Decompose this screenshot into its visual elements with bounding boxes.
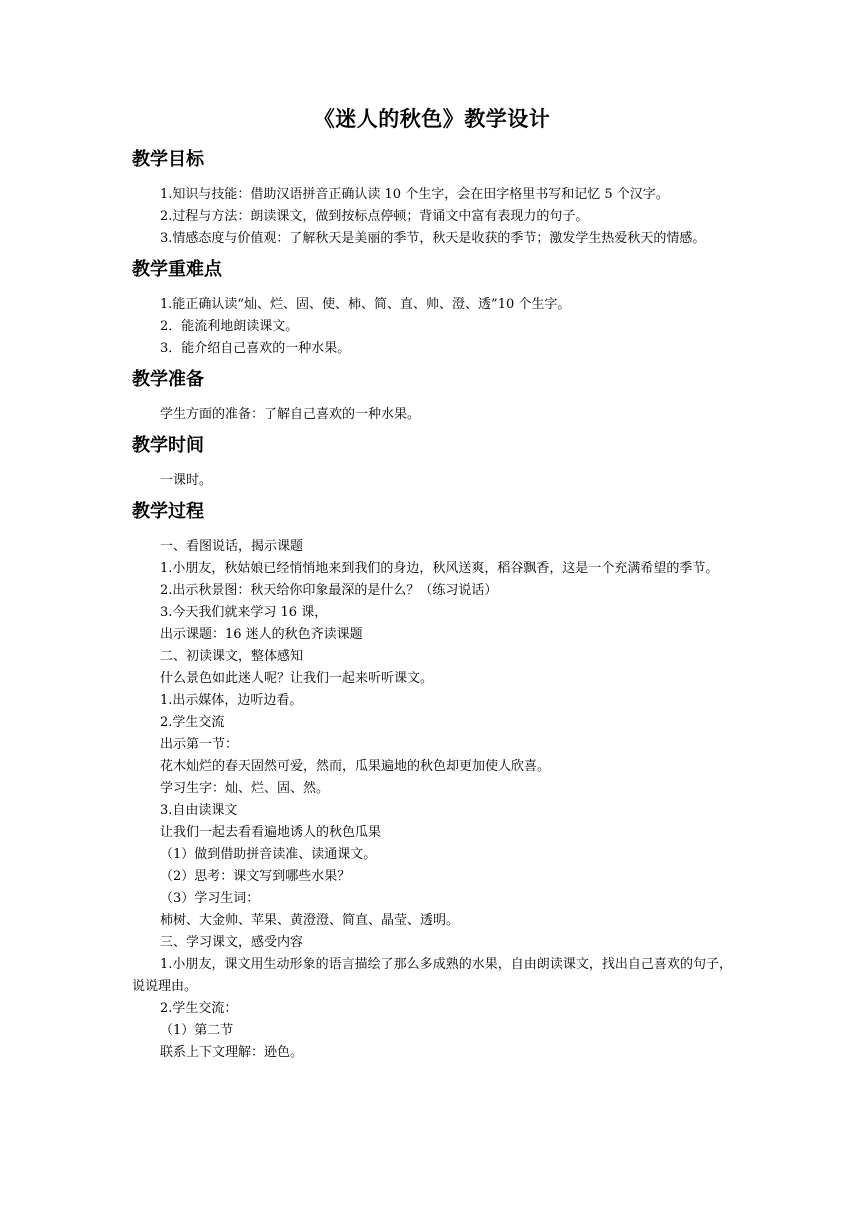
paragraph: 出示第一节： [160, 737, 239, 752]
paragraph: 1.知识与技能：借助汉语拼音正确认读 10 个生字，会在田字格里书写和记忆 5 个汉字。 [160, 187, 669, 202]
paragraph: 学习生字：灿、烂、固、然。 [160, 781, 330, 796]
section-1 [132, 148, 732, 250]
paragraph: 2.学生交流 [160, 715, 225, 730]
paragraph: 联系上下文理解：逊色。 [160, 1045, 304, 1060]
paragraph: 2．能流利地朗读课文。 [160, 319, 299, 334]
paragraph: 3.情感态度与价值观：了解秋天是美丽的季节，秋天是收获的季节；激发学生热爱秋天的情感。 [160, 231, 706, 246]
section-heading: 教学过程 [132, 501, 204, 522]
paragraph: 2.过程与方法：朗读课文，做到按标点停顿；背诵文中富有表现力的句子。 [160, 209, 589, 224]
section-heading: 教学时间 [132, 435, 204, 456]
section-heading: 教学重难点 [132, 259, 222, 280]
paragraph: 1.小朋友，课文用生动形象的语言描绘了那么多成熟的水果，自由朗读课文，找出自己喜欢的句子，说说理由。 [132, 957, 732, 994]
paragraph: 学生方面的准备：了解自己喜欢的一种水果。 [160, 407, 421, 422]
document-page [132, 104, 732, 1072]
section-3 [132, 368, 732, 426]
paragraph: 什么景色如此迷人呢？让我们一起来听听课文。 [160, 671, 434, 686]
document-title: 《迷人的秋色》教学设计 [313, 107, 551, 131]
paragraph: 3.今天我们就来学习 16 课， [160, 605, 328, 620]
paragraph: （3）学习生词： [160, 891, 260, 906]
paragraph: 一、看图说话，揭示课题 [160, 539, 304, 554]
paragraph: （1）第二节 [160, 1023, 234, 1038]
paragraph: （2）思考：课文写到哪些水果？ [160, 869, 351, 884]
section-heading: 教学目标 [132, 149, 204, 170]
section-4 [132, 434, 732, 492]
paragraph: 2.学生交流： [160, 1001, 238, 1016]
section-5 [132, 500, 732, 1064]
paragraph: 柿树、大金帅、苹果、黄澄澄、简直、晶莹、透明。 [160, 913, 460, 928]
section-heading: 教学准备 [132, 369, 204, 390]
paragraph: 1.出示媒体，边听边看。 [160, 693, 303, 708]
paragraph: 1.能正确认读“灿、烂、固、使、柿、简、直、帅、澄、透”10 个生字。 [160, 297, 571, 312]
paragraph: 让我们一起去看看遍地诱人的秋色瓜果 [160, 825, 382, 840]
paragraph: 3.自由读课文 [160, 803, 238, 818]
paragraph: 花木灿烂的春天固然可爱，然而，瓜果遍地的秋色却更加使人欣喜。 [160, 759, 551, 774]
document-body [132, 148, 732, 1064]
paragraph: 2.出示秋景图：秋天给你印象最深的是什么？（练习说话） [160, 583, 498, 598]
paragraph: （1）做到借助拼音读准、读通课文。 [160, 847, 377, 862]
paragraph: 一课时。 [160, 473, 213, 488]
paragraph: 1.小朋友，秋姑娘已经悄悄地来到我们的身边，秋风送爽，稻谷飘香，这是一个充满希望的季节。 [160, 561, 719, 576]
section-2 [132, 258, 732, 360]
paragraph: 二、初读课文，整体感知 [160, 649, 304, 664]
paragraph: 三、学习课文，感受内容 [160, 935, 304, 950]
paragraph: 3．能介绍自己喜欢的一种水果。 [160, 341, 351, 356]
paragraph: 出示课题：16 迷人的秋色齐读课题 [160, 627, 363, 642]
